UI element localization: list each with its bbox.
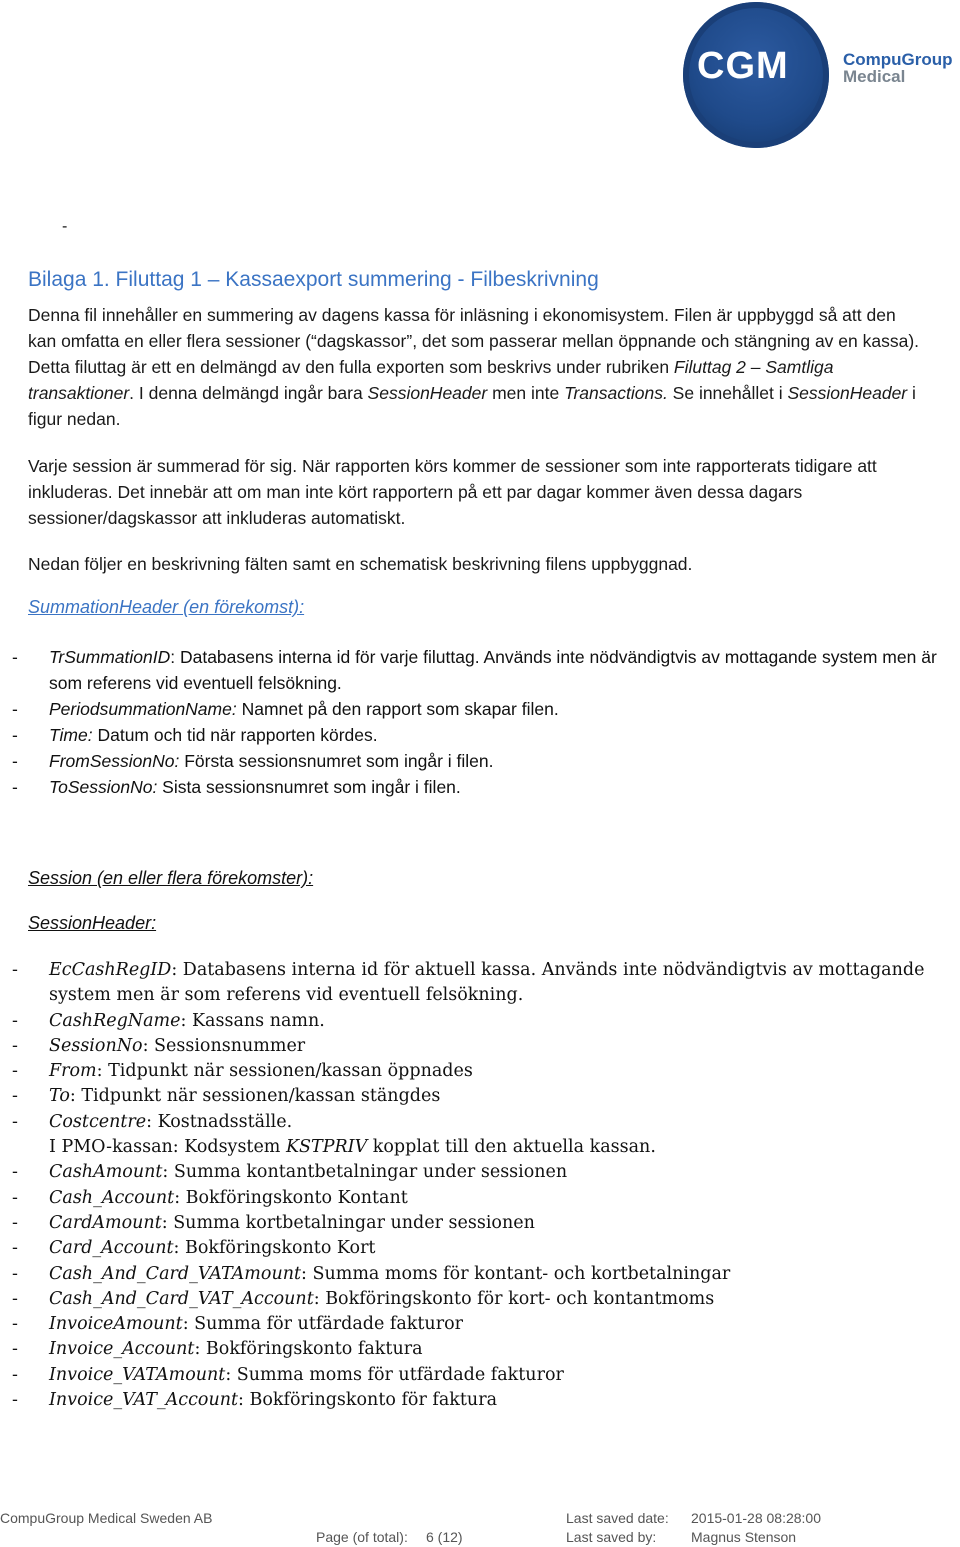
intro-paragraph-1: Denna fil innehåller en summering av dagens kassa för inläsning i ekonomisystem. Filen är uppbyggd så att den kan omfatta en eller flera sessioner (“dagskassor”, det som passerar mellan öppnande och stängning av en kassa). Detta filuttag är ett en delmängd av den fulla exporten som beskrivs under rubriken Filuttag 2 – Samtliga transaktioner. I denna delmängd ingår bara SessionHeader men inte Transactions. Se innehållet i SessionHeader i figur nedan. <box>28 305 920 429</box>
list-item: - Cash_Account: Bokföringskonto Kontant <box>12 1187 408 1208</box>
page-heading: Bilaga 1. Filuttag 1 – Kassaexport summering - Filbeskrivning <box>28 268 599 291</box>
list-item: - Cash_And_Card_VAT_Account: Bokföringskonto för kort- och kontantmoms <box>12 1288 715 1309</box>
summation-header-title: SummationHeader (en förekomst): <box>28 597 305 617</box>
session-header-list <box>0 958 940 1413</box>
footer-saved-date-value: 2015-01-28 08:28:00 <box>691 1510 821 1526</box>
top-dash: - <box>62 218 68 235</box>
list-item: - PeriodsummationName: Namnet på den rapport som skapar filen. <box>12 699 559 719</box>
list-item: - Invoice_VATAmount: Summa moms för utfärdade fakturor <box>12 1364 564 1385</box>
cgm-logo <box>683 0 960 150</box>
logo-brand-line1: CompuGroup <box>843 50 953 69</box>
list-item: - Invoice_Account: Bokföringskonto faktura <box>12 1339 423 1360</box>
footer-page-label: Page (of total): <box>316 1529 408 1545</box>
footer-company: CompuGroup Medical Sweden AB <box>0 1510 213 1526</box>
list-item: - Costcentre: Kostnadsställe. <box>12 1111 293 1132</box>
summation-header-list <box>0 644 940 800</box>
footer-page-value: 6 (12) <box>426 1529 463 1545</box>
list-item: - CashRegName: Kassans namn. <box>12 1010 325 1031</box>
list-item: - Time: Datum och tid när rapporten kördes. <box>12 725 378 745</box>
list-item: - SessionNo: Sessionsnummer <box>12 1035 306 1056</box>
list-item: - Cash_And_Card_VATAmount: Summa moms för kontant- och kortbetalningar <box>12 1263 731 1284</box>
list-item: - ToSessionNo: Sista sessionsnumret som ingår i filen. <box>12 777 461 797</box>
list-item: - InvoiceAmount: Summa för utfärdade fakturor <box>12 1314 463 1335</box>
logo-brand-line2: Medical <box>843 67 906 86</box>
session-title: Session (en eller flera förekomster): <box>28 868 314 888</box>
footer-saved-date-label: Last saved date: <box>566 1510 669 1526</box>
intro-paragraph-3: Nedan följer en beskrivning fälten samt en schematisk beskrivning filens uppbyggnad. <box>28 554 693 574</box>
list-item: - To: Tidpunkt när sessionen/kassan stängdes <box>12 1086 441 1107</box>
list-item: - From: Tidpunkt när sessionen/kassan öppnades <box>12 1061 473 1082</box>
costcentre-note: I PMO-kassan: Kodsystem KSTPRIV kopplat till den aktuella kassan. <box>49 1137 656 1158</box>
logo-mark: CGM <box>697 45 789 87</box>
footer-saved-by-label: Last saved by: <box>566 1529 657 1545</box>
list-item: - CardAmount: Summa kortbetalningar under sessionen <box>12 1212 535 1233</box>
list-item: - Invoice_VAT_Account: Bokföringskonto för faktura <box>12 1390 498 1411</box>
intro-paragraph-2: Varje session är summerad för sig. När rapporten körs kommer de sessioner som inte rapporterats tidigare att inkluderas. Det innebär att om man inte kört rapportern på ett par dagar kommer även dessa dagars sessioner/dagskassor att inkluderas automatiskt. <box>28 456 877 528</box>
list-item: - FromSessionNo: Första sessionsnumret som ingår i filen. <box>12 751 494 771</box>
session-header-title: SessionHeader: <box>28 913 157 933</box>
list-item: - TrSummationID: Databasens interna id för varje filuttag. Används inte nödvändigtvis av mottagande system men är som referens vid eventuell felsökning. <box>12 647 937 693</box>
list-item: - CashAmount: Summa kontantbetalningar under sessionen <box>12 1162 568 1183</box>
list-item: - EcCashRegID: Databasens interna id för aktuell kassa. Används inte nödvändigtvis av mottagande system men är som referens vid eventuell felsökning. <box>12 960 925 1006</box>
list-item: - Card_Account: Bokföringskonto Kort <box>12 1238 376 1259</box>
footer-saved-by-value: Magnus Stenson <box>691 1529 797 1545</box>
